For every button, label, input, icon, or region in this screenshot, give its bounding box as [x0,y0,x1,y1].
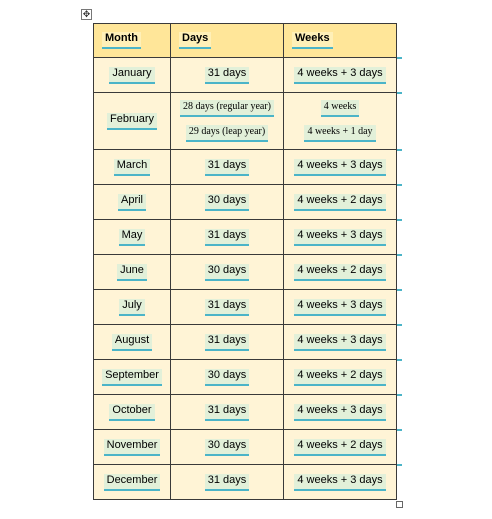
table-row [94,360,397,395]
month-text: December [104,474,161,491]
weeks-cell[interactable] [284,93,397,150]
days-cell[interactable] [171,395,284,430]
row-end-marker [397,57,402,59]
weeks-text: 4 weeks + 3 days [294,334,385,351]
days-cell[interactable] [171,255,284,290]
row-end-marker [397,289,402,291]
month-cell[interactable] [94,325,171,360]
days-text: 30 days [205,264,250,281]
row-end-marker [397,184,402,186]
table-row [94,430,397,465]
month-cell[interactable] [94,58,171,93]
table-row [94,150,397,185]
month-text: March [114,159,151,176]
row-end-marker [397,394,402,396]
header-days-label: Days [179,32,211,49]
month-text: February [107,113,157,130]
month-cell[interactable] [94,360,171,395]
days-text: 31 days [205,299,250,316]
days-text-regular-year: 28 days (regular year) [180,100,274,117]
month-cell[interactable] [94,150,171,185]
days-text: 31 days [205,334,250,351]
days-text-leap-year: 29 days (leap year) [186,125,268,142]
row-end-marker [397,254,402,256]
header-weeks-label: Weeks [292,32,333,49]
days-text: 31 days [205,474,250,491]
month-text: October [109,404,154,421]
table-row [94,255,397,290]
month-text: August [112,334,152,351]
month-text: June [117,264,147,281]
table-row [94,220,397,255]
row-end-marker [397,429,402,431]
days-cell[interactable] [171,93,284,150]
header-month-label: Month [102,32,141,49]
table-row [94,58,397,93]
weeks-cell[interactable] [284,395,397,430]
table-row [94,290,397,325]
weeks-text: 4 weeks + 3 days [294,299,385,316]
days-cell[interactable] [171,325,284,360]
days-text: 31 days [205,404,250,421]
weeks-text: 4 weeks + 3 days [294,229,385,246]
month-text: September [102,369,162,386]
month-text: January [109,67,154,84]
month-text: May [119,229,146,246]
months-table [93,23,397,500]
days-text: 30 days [205,194,250,211]
header-row [94,24,397,58]
header-cell-month[interactable] [94,24,171,58]
days-text: 30 days [205,369,250,386]
header-cell-days[interactable] [171,24,284,58]
table-resize-handle[interactable] [396,501,403,508]
weeks-text: 4 weeks + 3 days [294,159,385,176]
days-cell[interactable] [171,58,284,93]
table-row [94,185,397,220]
month-text: July [119,299,145,316]
month-cell[interactable] [94,185,171,220]
days-text: 30 days [205,439,250,456]
weeks-text-leap-year: 4 weeks + 1 day [304,125,375,142]
weeks-cell[interactable] [284,430,397,465]
month-cell[interactable] [94,430,171,465]
month-cell[interactable] [94,395,171,430]
weeks-text-regular-year: 4 weeks [321,100,360,117]
month-cell[interactable] [94,93,171,150]
table-row [94,395,397,430]
row-end-marker [397,324,402,326]
weeks-cell[interactable] [284,150,397,185]
weeks-text: 4 weeks + 3 days [294,67,385,84]
days-cell[interactable] [171,430,284,465]
days-cell[interactable] [171,290,284,325]
month-text: April [118,194,146,211]
month-cell[interactable] [94,255,171,290]
days-cell[interactable] [171,465,284,500]
row-end-marker [397,219,402,221]
row-end-marker [397,92,402,94]
weeks-cell[interactable] [284,290,397,325]
month-cell[interactable] [94,220,171,255]
days-cell[interactable] [171,220,284,255]
month-cell[interactable] [94,465,171,500]
days-text: 31 days [205,67,250,84]
weeks-text: 4 weeks + 2 days [294,369,385,386]
weeks-text: 4 weeks + 2 days [294,194,385,211]
days-text: 31 days [205,229,250,246]
weeks-cell[interactable] [284,465,397,500]
days-cell[interactable] [171,150,284,185]
weeks-cell[interactable] [284,255,397,290]
weeks-text: 4 weeks + 3 days [294,404,385,421]
table-move-handle-icon[interactable]: ✥ [82,9,91,19]
days-cell[interactable] [171,185,284,220]
header-cell-weeks[interactable] [284,24,397,58]
weeks-cell[interactable] [284,185,397,220]
month-text: November [104,439,161,456]
weeks-text: 4 weeks + 2 days [294,264,385,281]
weeks-cell[interactable] [284,360,397,395]
table-row [94,93,397,150]
weeks-cell[interactable] [284,58,397,93]
weeks-text: 4 weeks + 2 days [294,439,385,456]
table-row [94,325,397,360]
row-end-marker [397,359,402,361]
month-cell[interactable] [94,290,171,325]
weeks-cell[interactable] [284,325,397,360]
row-end-marker [397,149,402,151]
weeks-text: 4 weeks + 3 days [294,474,385,491]
days-text: 31 days [205,159,250,176]
row-end-marker [397,464,402,466]
table-row [94,465,397,500]
weeks-cell[interactable] [284,220,397,255]
days-cell[interactable] [171,360,284,395]
